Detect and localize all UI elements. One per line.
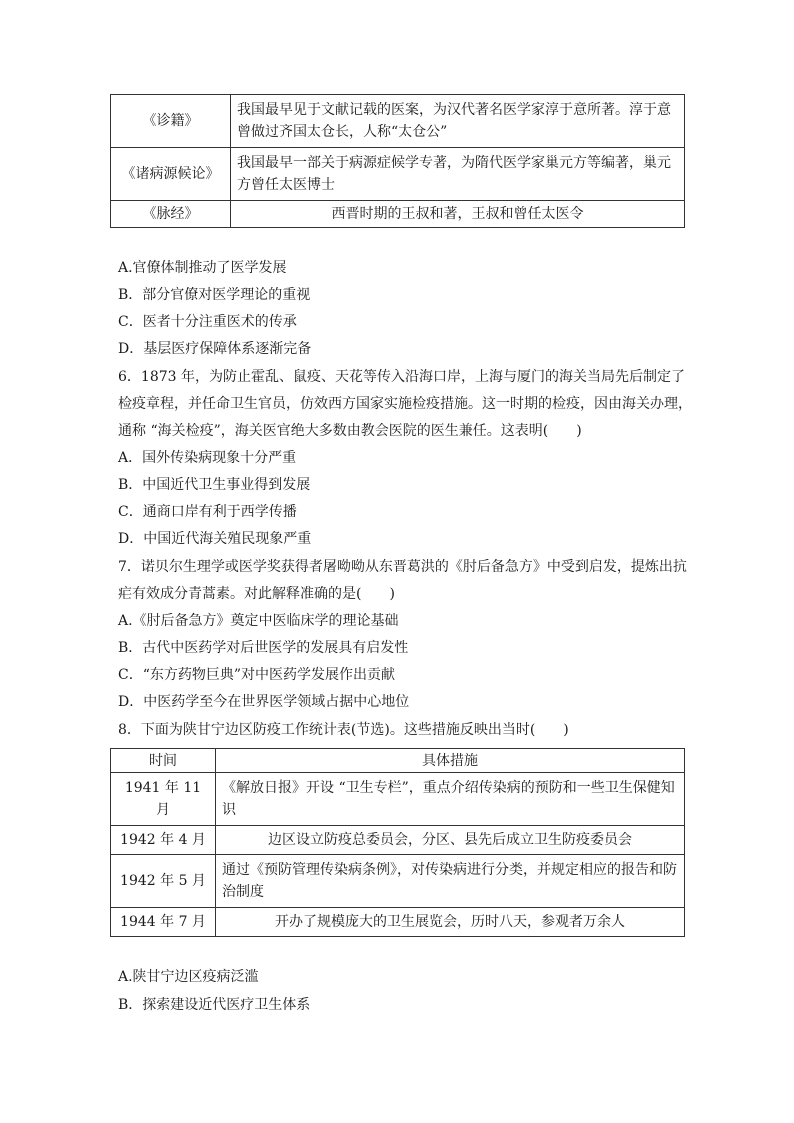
column-header-time: 时间	[111, 749, 216, 773]
q5-option-d: D．基层医疗保障体系逐渐完备	[118, 341, 312, 357]
q6-option-a: A．国外传染病现象十分严重	[118, 450, 297, 466]
epidemic-prevention-table	[110, 748, 685, 937]
q7-option-c: C．“东方药物巨典”对中医药学发展作出贡献	[118, 667, 396, 683]
table-row	[111, 773, 685, 826]
q8-option-b: B．探索建设近代医疗卫生体系	[118, 997, 311, 1013]
row-date: 1942 年 4 月	[111, 826, 216, 855]
q7-stem-line: 7．诺贝尔生理学或医学奖获得者屠呦呦从东晋葛洪的《肘后备急方》中受到启发，提炼出抗	[118, 559, 687, 575]
q6-option-b: B．中国近代卫生事业得到发展	[118, 477, 311, 493]
row-date: 1941 年 11 月	[111, 773, 216, 826]
column-header-measures: 具体措施	[216, 749, 685, 773]
table-header-row	[111, 749, 685, 773]
book-desc: 我国最早见于文献记载的医案，为汉代著名医学家淳于意所著。淳于意 曾做过齐国太仓长，人称“太仓公”	[231, 95, 685, 148]
q8-option-a: A.陕甘宁边区疫病泛滥	[118, 969, 259, 985]
book-name: 《诊籍》	[111, 95, 231, 148]
row-measure: 《解放日报》开设 “卫生专栏”，重点介绍传染病的预防和一些卫生保健知 识	[216, 773, 685, 826]
table-row	[111, 908, 685, 937]
q5-option-c: C．医者十分注重医术的传承	[118, 314, 297, 330]
row-measure: 开办了规模庞大的卫生展览会，历时八天，参观者万余人	[216, 908, 685, 937]
table-row	[111, 855, 685, 908]
row-measure: 边区设立防疫总委员会，分区、县先后成立卫生防疫委员会	[216, 826, 685, 855]
q6-stem-line: 检疫章程，并任命卫生官员，仿效西方国家实施检疫措施。这一时期的检疫，因由海关办理，	[118, 396, 692, 412]
q6-option-c: C．通商口岸有利于西学传播	[118, 504, 297, 520]
q7-option-b: B．古代中医药学对后世医学的发展具有启发性	[118, 640, 409, 656]
row-measure: 通过《预防管理传染病条例》，对传染病进行分类，并规定相应的报告和防 治制度	[216, 855, 685, 908]
q7-stem-line: 疟有效成分青蒿素。对此解释准确的是( )	[118, 586, 395, 602]
q8-stem: 8．下面为陕甘宁边区防疫工作统计表(节选)。这些措施反映出当时( )	[118, 722, 569, 738]
q6-stem-line: 6．1873 年，为防止霍乱、鼠疫、天花等传入沿海口岸，上海与厦门的海关当局先后制定了	[118, 369, 685, 385]
q5-option-b: B．部分官僚对医学理论的重视	[118, 287, 311, 303]
table-row	[111, 826, 685, 855]
q7-option-d: D．中医药学至今在世界医学领域占据中心地位	[118, 694, 410, 710]
q7-option-a: A.《肘后备急方》奠定中医临床学的理论基础	[118, 613, 399, 629]
book-desc: 我国最早一部关于病源症候学专著，为隋代医学家巢元方等编著，巢元 方曾任太医博士	[231, 148, 685, 201]
book-desc: 西晋时期的王叔和著，王叔和曾任太医令	[231, 201, 685, 228]
book-name: 《脉经》	[111, 201, 231, 228]
row-date: 1942 年 5 月	[111, 855, 216, 908]
table-row	[111, 148, 685, 201]
q5-option-a: A.官僚体制推动了医学发展	[118, 260, 287, 276]
row-date: 1944 年 7 月	[111, 908, 216, 937]
table-row	[111, 95, 685, 148]
q6-stem-line: 通称 “海关检疫”，海关医官绝大多数由教会医院的医生兼任。这表明( )	[118, 423, 582, 439]
medical-books-table	[110, 94, 685, 228]
table-row	[111, 201, 685, 228]
book-name: 《诸病源候论》	[111, 148, 231, 201]
q6-option-d: D．中国近代海关殖民现象严重	[118, 531, 312, 547]
